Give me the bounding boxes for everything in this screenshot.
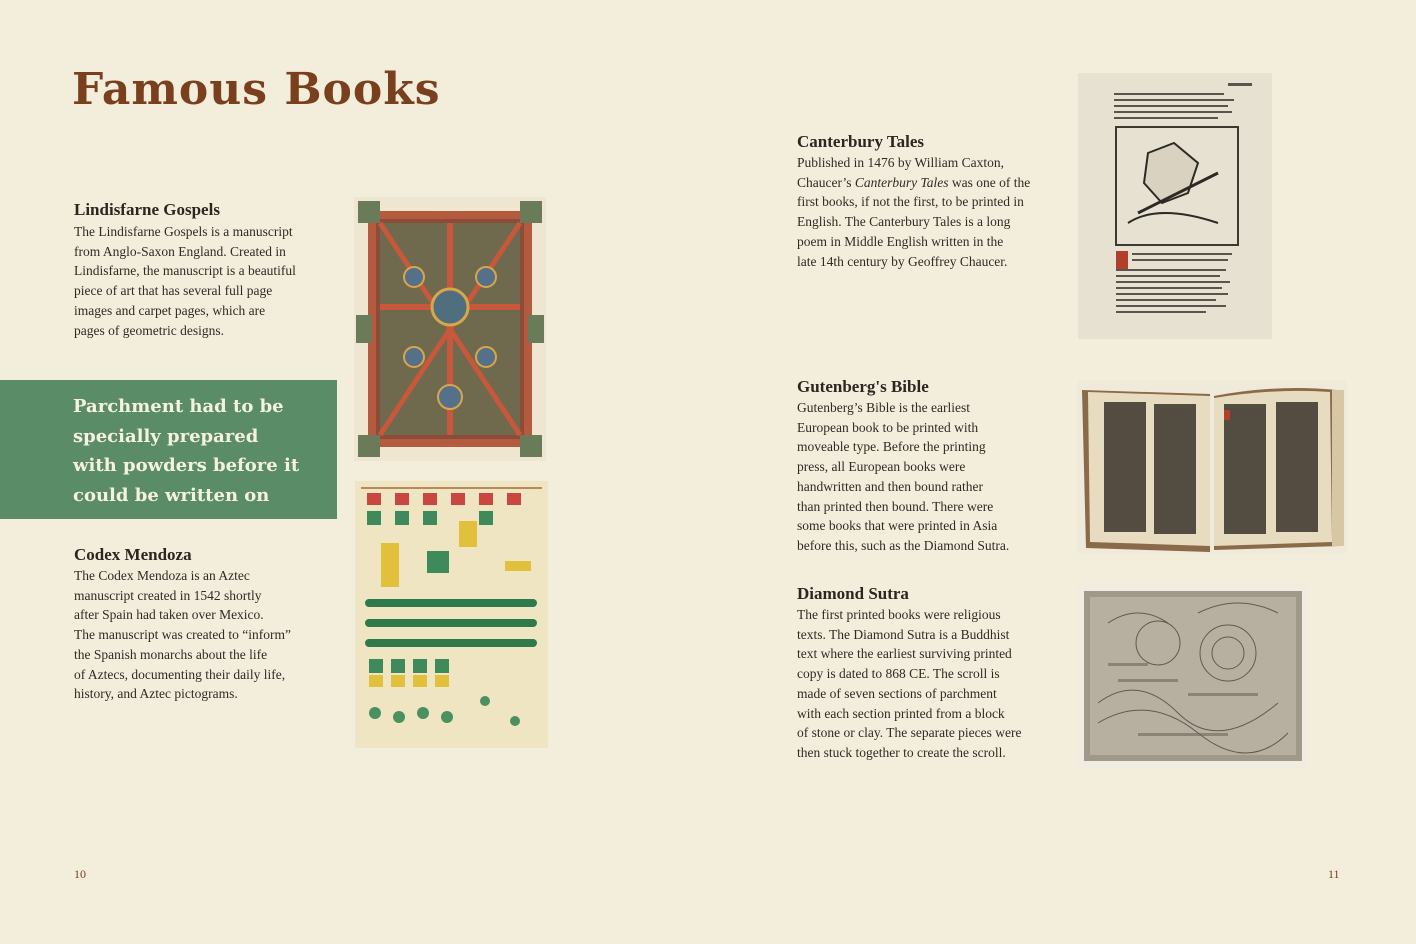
page-title: Famous Books: [72, 64, 441, 115]
mendoza-section: [74, 545, 344, 704]
lindisfarne-section: [74, 200, 344, 340]
left-page-number: 10: [74, 867, 86, 881]
canterbury-section: [797, 132, 1067, 271]
callout-text: Parchment had to be specially prepared with powders before it could be written on: [73, 396, 300, 506]
gutenberg-section: [797, 377, 1067, 556]
gutenberg-bible-image: [1078, 380, 1346, 554]
diamond-heading: Diamond Sutra: [797, 584, 909, 603]
gutenberg-body: Gutenberg’s Bible is the earliest European book to be printed with moveable type. Before the printing press, all European books were handwritten and then bound rather than printed then bound. There were some books that were printed in Asia before this, such as the Diamond Sutra.: [797, 400, 1010, 553]
canterbury-line2: [797, 173, 1067, 193]
canterbury-line2-before: Chaucer’s: [797, 174, 855, 190]
parchment-callout: [0, 380, 337, 519]
canterbury-line2-after: was one of the: [948, 174, 1031, 190]
gutenberg-heading: Gutenberg's Bible: [797, 377, 929, 396]
canterbury-heading: Canterbury Tales: [797, 132, 925, 151]
codex-mendoza-image: [355, 481, 548, 748]
lindisfarne-body: The Lindisfarne Gospels is a manuscript from Anglo-Saxon England. Created in Lindisfarne, the manuscript is a beautiful piece of art that has several full page images and carpet pages, which are pages of geometric designs.: [74, 224, 296, 338]
canterbury-tales-page-image: [1078, 73, 1272, 339]
right-page-number: 11: [1328, 867, 1340, 881]
canterbury-line2-italic: Canterbury Tales: [854, 174, 949, 190]
lindisfarne-heading: Lindisfarne Gospels: [74, 200, 220, 219]
diamond-body: The first printed books were religious texts. The Diamond Sutra is a Buddhist text where the earliest surviving printed copy is dated to 868 CE. The scroll is made of seven sections of parchment with each section printed from a block of stone or clay. The separate pieces were then stuck together to create the scroll.: [797, 607, 1022, 760]
diamond-section: [797, 584, 1067, 763]
lindisfarne-carpet-page-image: [354, 197, 546, 461]
canterbury-body: first books, if not the first, to be printed in English. The Canterbury Tales is a long poem in Middle English written in the late 14th century by Geoffrey Chaucer.: [797, 194, 1024, 269]
canterbury-line1: Published in 1476 by William Caxton,: [797, 155, 1004, 170]
mendoza-body: The Codex Mendoza is an Aztec manuscript created in 1542 shortly after Spain had taken over Mexico. The manuscript was created to “inform” the Spanish monarchs about the life of Aztecs, documenting their daily life, history, and Aztec pictograms.: [74, 568, 292, 702]
diamond-sutra-image: [1078, 583, 1308, 769]
mendoza-heading: Codex Mendoza: [74, 545, 192, 564]
